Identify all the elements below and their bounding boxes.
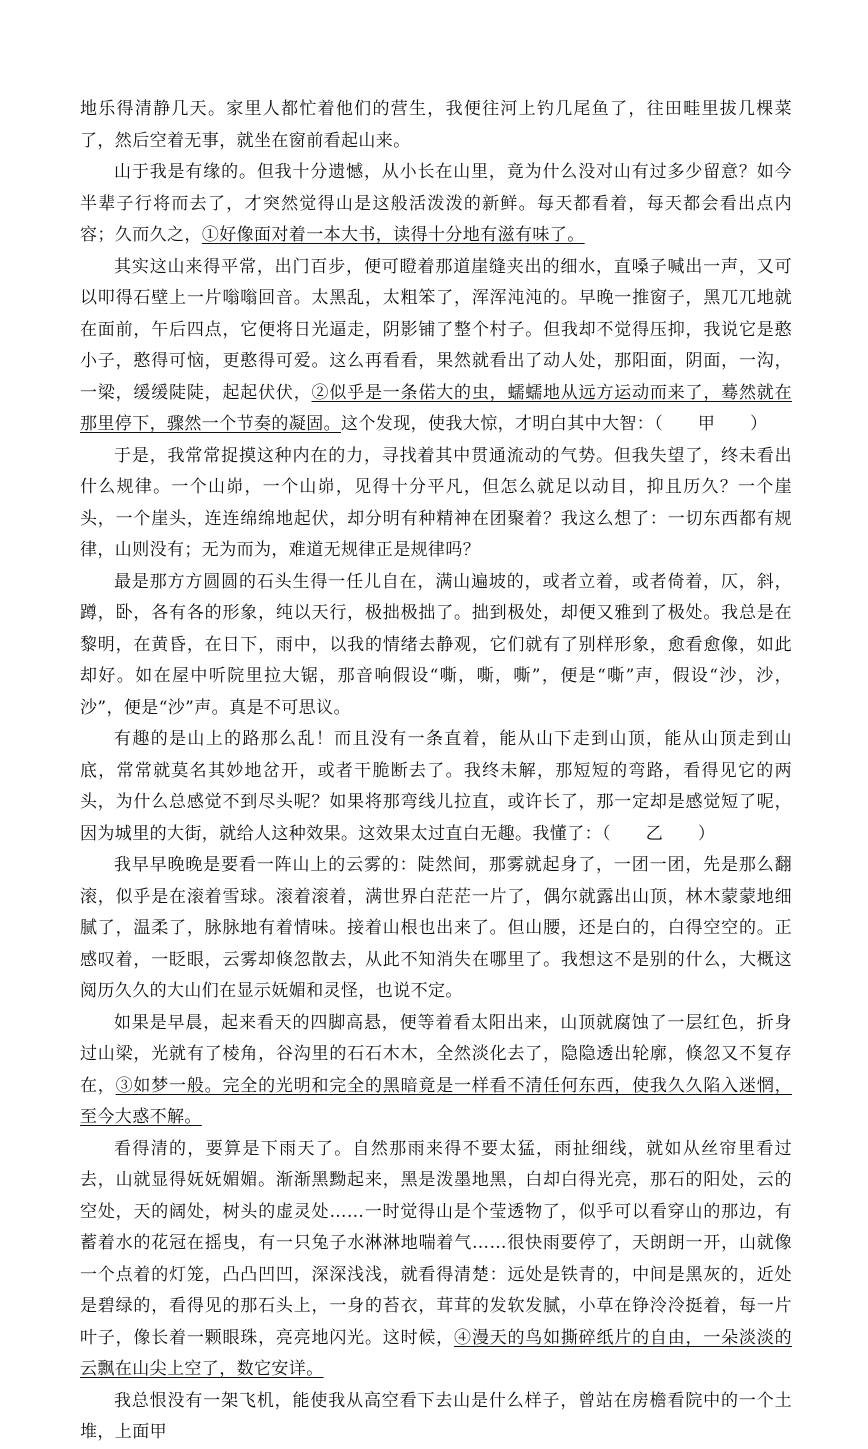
underlined-sentence: ②似乎是一条偌大的虫，蠕蠕地从远方运动而来了，蓦然就在那里停下，骤然一个节奏的凝固。 <box>80 382 792 434</box>
underlined-sentence: ④漫天的鸟如撕碎纸片的自由，一朵淡淡的云飘在山尖上空了，数它安详。 <box>80 1327 792 1379</box>
paragraph-text: 于是，我常常捉摸这种内在的力，寻找着其中贯通流动的气势。但我失望了，终未看出什么规律。一个山峁，一个山峁，见得十分平凡，但怎么就足以动目，抑且历久？一个崖头，一个崖头，连连绵绵地起伏，却分明有种精神在团聚着？我这么想了：一切东西都有规律，山则没有；无为而为，难道无规律正是规律吗？ <box>80 445 792 560</box>
underlined-sentence: ①好像面对着一本大书，读得十分地有滋有味了。 <box>201 225 585 245</box>
paragraph <box>80 1008 792 1134</box>
paragraph-text: 我早早晚晚是要看一阵山上的云雾的：陡然间，那雾就起身了，一团一团，先是那么翻滚，似乎是在滚着雪球。滚着滚着，满世界白茫茫一片了，偶尔就露出山顶，林木蒙蒙地细腻了，温柔了，脉脉地有着情味。接着山根也出来了。但山腰，还是白的，白得空空的。正感叹着，一眨眼，云雾却倏忽散去，从此不知消失在哪里了。我想这不是别的什么，大概这阅历久久的大山们在显示妩媚和灵怪，也说不定。 <box>80 855 792 1001</box>
paragraph <box>80 441 792 567</box>
paragraph-text: 最是那方方圆圆的石头生得一任儿自在，满山遍坡的，或者立着，或者倚着，仄，斜，蹲，卧，各有各的形象，纯以天行，极拙极拙了。拙到极处，却便又雅到了极处。我总是在黎明，在黄昏，在日下，雨中，以我的情绪去静观，它们就有了别样形象，愈看愈像，如此却好。如在屋中听院里拉大锯，那音响假设“嘶，嘶，嘶”，便是“嘶”声，假设“沙，沙，沙”，便是“沙”声。真是不可思议。 <box>80 571 792 718</box>
paragraph-text: 其实这山来得平常，出门百步，便可瞪着那道崖缝夹出的细水，直嗓子喊出一声，又可以叩得石壁上一片嗡嗡回音。太黑乱，太粗笨了，浑浑沌沌的。早晚一推窗子，黑兀兀地就在面前，午后四点，它便将日光逼走，阴影铺了整个村子。但我却不觉得压抑，我说它是憨小子，憨得可恼，更憨得可爱。这么再看看，果然就看出了动人处，那阳面，阴面，一沟，一梁，缓缓陡陡，起起伏伏， <box>80 256 792 403</box>
paragraph <box>80 1134 792 1386</box>
paragraph <box>80 567 792 725</box>
paragraph-text: 我总恨没有一架飞机，能使我从高空看下去山是什么样子，曾站在房檐看院中的一个土堆，上面甲 <box>80 1390 792 1442</box>
paragraph <box>80 1386 792 1449</box>
underlined-sentence: ③如梦一般。完全的光明和完全的黑暗竟是一样看不清任何东西，使我久久陷入迷惘，至今大惑不解。 <box>80 1075 792 1127</box>
paragraph <box>80 850 792 1008</box>
paragraph-text: 山于我是有缘的。但我十分遗憾，从小长在山里，竟为什么没对山有过多少留意？如今半辈子行将而去了，才突然觉得山是这般活泼泼的新鲜。每天都看着，每天都会看出点内容；久而久之， <box>80 162 792 245</box>
paragraph-text: 有趣的是山上的路那么乱！而且没有一条直着，能从山下走到山顶，能从山顶走到山底，常常就莫名其妙地岔开，或者干脆断去了。我终未解，那短短的弯路，看得见它的两头，为什么总感觉不到尽头呢？如果将那弯线儿拉直，或许长了，那一定却是感觉短了呢，因为城里的大街，就给人这种效果。这效果太过直白无趣。我懂了：（ 乙 ） <box>80 729 792 844</box>
document-page <box>80 94 792 1449</box>
paragraph-text: 地乐得清静几天。家里人都忙着他们的营生，我便往河上钓几尾鱼了，往田畦里拔几棵菜了，然后空着无事，就坐在窗前看起山来。 <box>80 99 792 151</box>
paragraph <box>80 252 792 441</box>
paragraph-text: 这个发现，使我大惊，才明白其中大智：（ 甲 ） <box>341 414 768 434</box>
paragraph <box>80 157 792 252</box>
paragraph-text: 看得清的，要算是下雨天了。自然那雨来得不要太猛，雨扯细线，就如从丝帘里看过去，山就显得妩妩媚媚。渐渐黑黝起来，黑是泼墨地黑，白却白得光亮，那石的阳处，云的空处，天的阔处，树头的虚灵处……一时觉得山是个莹透物了，似乎可以看穿山的那边，有蓄着水的花冠在摇曳，有一只兔子水淋淋地喘着气……很快雨要停了，天朗朗一开，山就像一个点着的灯笼，凸凸凹凹，深深浅浅，就看得清楚：远处是铁青的，中间是黑灰的，近处是碧绿的，看得见的那石头上，一身的苔衣，茸茸的发软发腻，小草在铮泠泠挺着，每一片叶子，像长着一颗眼珠，亮亮地闪光。这时候， <box>80 1138 792 1348</box>
paragraph-text: 如果是早晨，起来看天的四脚高悬，便等着看太阳出来，山顶就腐蚀了一层红色，折身过山梁，光就有了棱角，谷沟里的石石木木，全然淡化去了，隐隐透出轮廓，倏忽又不复存在， <box>80 1012 792 1096</box>
paragraph <box>80 724 792 850</box>
paragraph <box>80 94 792 157</box>
